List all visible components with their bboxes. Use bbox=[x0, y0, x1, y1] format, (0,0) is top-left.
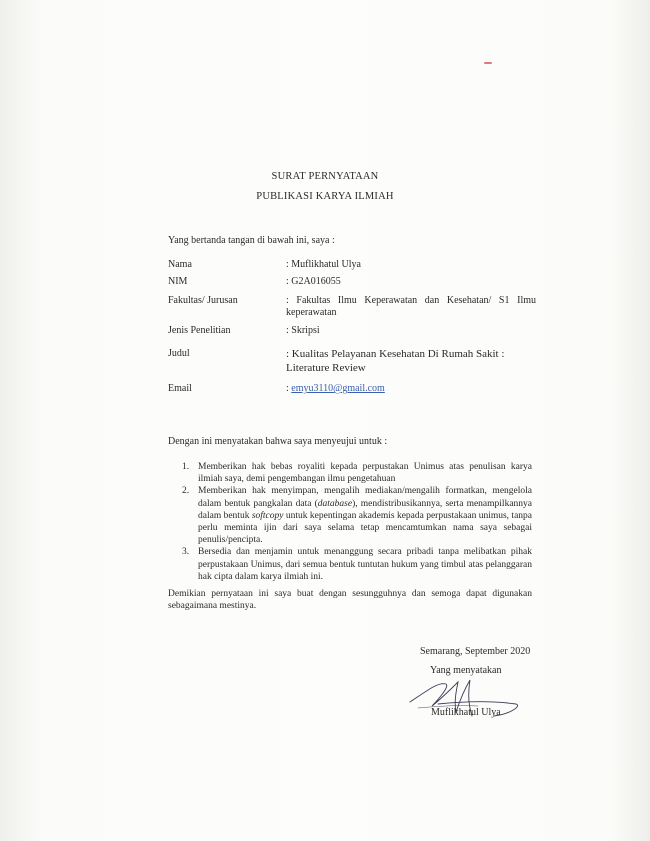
consent-list bbox=[182, 461, 532, 583]
list-item bbox=[182, 461, 532, 485]
list-number: 1. bbox=[182, 462, 190, 472]
list-text-b: ), mendistribusikannya, serta menampilkannya dalam bentuk bbox=[198, 498, 532, 521]
field-label-jenis: Jenis Penelitian bbox=[168, 325, 231, 336]
field-label-nim: NIM bbox=[168, 276, 188, 287]
field-label-fakultas: Fakultas/ Jurusan bbox=[168, 295, 238, 306]
document-title: SURAT PERNYATAAN bbox=[271, 171, 379, 182]
list-text: Bersedia dan menjamin untuk menanggung secara pribadi tanpa melibatkan pihak perpustakaan Unimus, dari semua bentuk tuntutan hukum yang timbul atas pelanggaran hak cipta dalam karya ilmiah ini. bbox=[198, 547, 532, 582]
field-value-judul: : Kualitas Pelayanan Kesehatan Di Rumah Sakit : Literature Review bbox=[286, 348, 505, 374]
place-date: Semarang, September 2020 bbox=[420, 646, 531, 657]
closing-text: Demikian pernyataan ini saya buat dengan sesungguhnya dan semoga dapat digunakan sebagaimana mestinya. bbox=[168, 589, 532, 612]
scan-mark bbox=[484, 62, 492, 64]
list-emphasis-softcopy: softcopy bbox=[251, 510, 284, 521]
field-value-email bbox=[286, 383, 385, 394]
list-number: 2. bbox=[182, 486, 190, 497]
field-label-nama: Nama bbox=[168, 259, 192, 270]
field-value-nim: : G2A016055 bbox=[286, 276, 341, 287]
list-item bbox=[182, 546, 532, 583]
email-link[interactable]: emyu3110@gmail.com bbox=[291, 383, 385, 394]
list-text-c: untuk kepentingan akademis kepada perpustakaan unimus, tanpa perlu meminta ijin dari saya selama tetap mencamtumkan nama saya sebagai penulis/pencipta. bbox=[198, 510, 533, 546]
field-value-fakultas: : Fakultas Ilmu Keperawatan dan Kesehatan/ S1 Ilmu keperawatan bbox=[286, 295, 536, 318]
field-label-judul: Judul bbox=[168, 348, 190, 359]
statement-text: Dengan ini menyatakan bahwa saya menyeujui untuk : bbox=[168, 436, 388, 447]
document-subtitle: PUBLIKASI KARYA ILMIAH bbox=[256, 191, 394, 202]
list-number: 3. bbox=[182, 547, 190, 558]
field-label-email: Email bbox=[168, 383, 192, 394]
signer-name: Muflikhatul Ulya bbox=[431, 707, 501, 718]
signer-role: Yang menyatakan bbox=[430, 665, 502, 676]
list-emphasis-database: database bbox=[317, 498, 353, 509]
email-prefix: : bbox=[286, 383, 292, 394]
list-item bbox=[182, 485, 532, 546]
field-value-nama: : Muflikhatul Ulya bbox=[286, 259, 361, 270]
list-text-a: Memberikan hak menyimpan, mengalih mediakan/mengalih formatkan, mengelola dalam bentuk pangkalan data ( bbox=[198, 486, 532, 509]
intro-text: Yang bertanda tangan di bawah ini, saya : bbox=[168, 235, 335, 246]
list-text: Memberikan hak bebas royaliti kepada perpustakan Unimus atas penulisan karya ilmiah saya, demi pengembangan ilmu pengetahuan bbox=[198, 462, 532, 485]
field-value-jenis: : Skripsi bbox=[286, 325, 320, 336]
